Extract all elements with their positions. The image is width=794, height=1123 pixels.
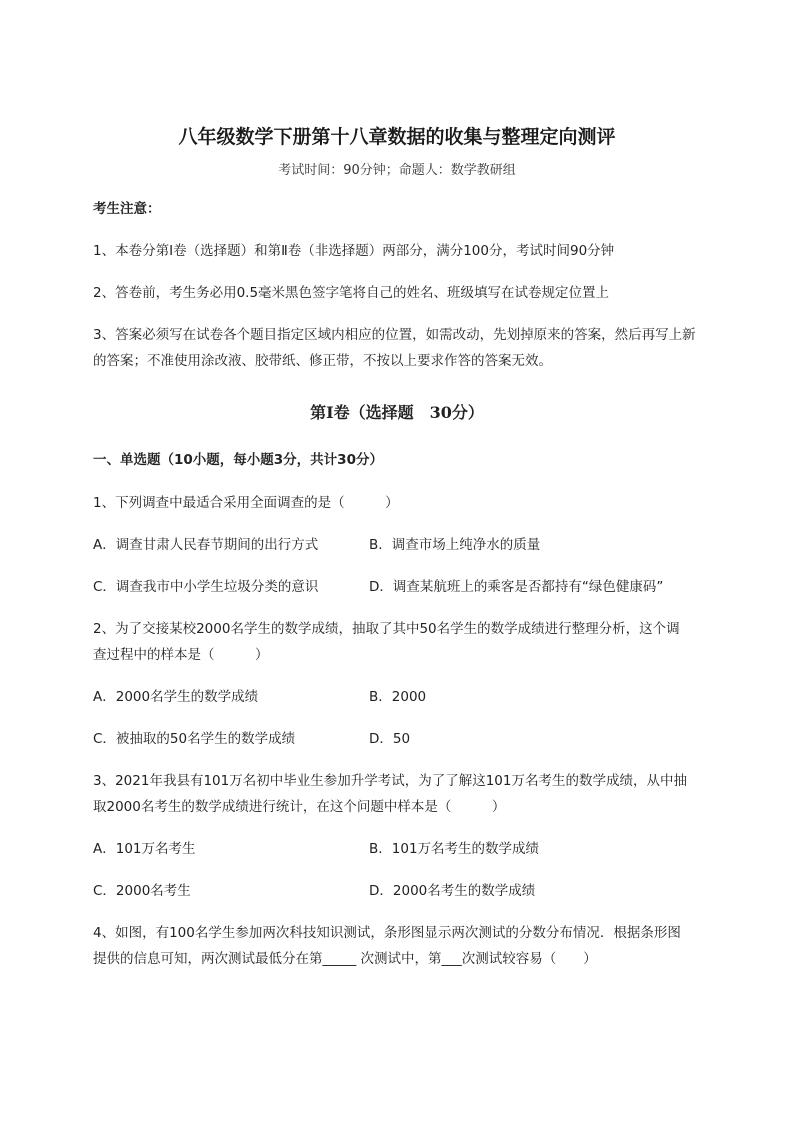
question-3-option-b: B．101万名考生的数学成绩 — [369, 841, 540, 857]
question-1-option-b: B．调查市场上纯净水的质量 — [369, 537, 541, 553]
question-1-option-d: D．调查某航班上的乘客是否都持有“绿色健康码” — [369, 579, 664, 595]
question-2-option-b: B．2000 — [369, 689, 427, 705]
question-1-option-c: C．调查我市中小学生垃圾分类的意识 — [93, 579, 319, 595]
question-3-stem: 3、2021年我县有101万名初中毕业生参加升学考试，为了了解这101万名考生的数学成绩，从中抽 — [93, 773, 687, 789]
question-1-stem: 1、下列调查中最适合采用全面调查的是（ ） — [93, 495, 399, 511]
notice-item-2: 2、答卷前，考生务必用0.5毫米黑色签字笔将自己的姓名、班级填写在试卷规定位置上 — [93, 285, 610, 301]
notice-heading: 考生注意： — [93, 201, 161, 217]
question-1-option-a: A．调查甘肃人民春节期间的出行方式 — [93, 537, 319, 553]
question-3-option-a: A．101万名考生 — [93, 841, 196, 857]
question-2-stem-cont: 查过程中的样本是（ ） — [93, 647, 269, 663]
exam-title: 八年级数学下册第十八章数据的收集与整理定向测评 — [178, 126, 616, 148]
question-3-option-c: C．2000名考生 — [93, 883, 191, 899]
question-4-stem-cont: 提供的信息可知，两次测试最低分在第_____ 次测试中，第___次测试较容易（ ） — [93, 951, 597, 967]
section-heading: 第Ⅰ卷（选择题 30分） — [310, 403, 484, 422]
notice-item-3: 3、答案必须写在试卷各个题目指定区域内相应的位置，如需改动，先划掉原来的答案，然后再写上新 — [93, 327, 696, 343]
question-2-option-d: D．50 — [369, 731, 411, 747]
question-3-option-d: D．2000名考生的数学成绩 — [369, 883, 536, 899]
question-2-option-c: C．被抽取的50名学生的数学成绩 — [93, 731, 296, 747]
question-2-stem: 2、为了交接某校2000名学生的数学成绩，抽取了其中50名学生的数学成绩进行整理分析，这个调 — [93, 621, 680, 637]
question-2-option-a: A．2000名学生的数学成绩 — [93, 689, 259, 705]
exam-subtitle: 考试时间：90分钟；命题人：数学教研组 — [278, 163, 516, 178]
question-3-stem-cont: 取2000名考生的数学成绩进行统计，在这个问题中样本是（ ） — [93, 799, 506, 815]
notice-item-1: 1、本卷分第Ⅰ卷（选择题）和第Ⅱ卷（非选择题）两部分，满分100分，考试时间90分钟 — [93, 243, 615, 259]
part-title: 一、单选题（10小题，每小题3分，共计30分） — [93, 452, 383, 468]
notice-item-3-cont: 的答案；不准使用涂改液、胶带纸、修正带，不按以上要求作答的答案无效。 — [93, 353, 552, 369]
question-4-stem: 4、如图，有100名学生参加两次科技知识测试，条形图显示两次测试的分数分布情况．根据条形图 — [93, 925, 681, 941]
